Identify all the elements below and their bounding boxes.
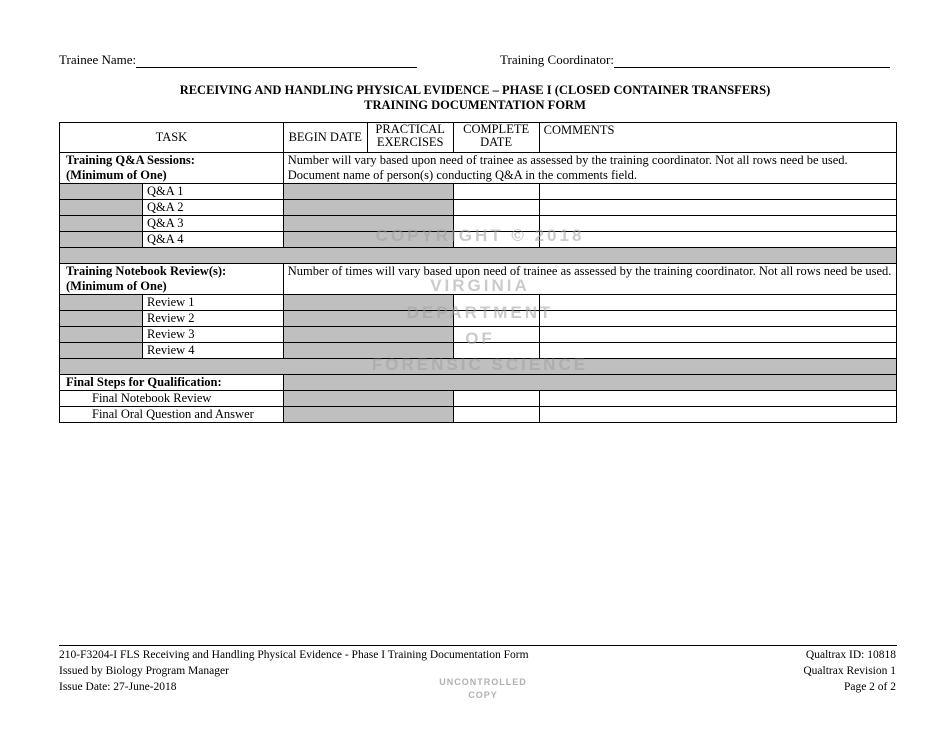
separator-cell <box>60 248 897 264</box>
final-row-label: Final Oral Question and Answer <box>60 407 284 423</box>
shaded-cell <box>60 232 142 247</box>
review-section-title-line1: Training Notebook Review(s): <box>66 264 227 278</box>
training-coordinator-label: Training Coordinator: <box>500 52 614 67</box>
qa-row-label: Q&A 3 <box>142 216 183 231</box>
complete-date-cell[interactable] <box>453 391 539 407</box>
comments-cell[interactable] <box>539 407 896 423</box>
shaded-cell <box>60 311 142 326</box>
trainee-name-label: Trainee Name: <box>59 52 137 67</box>
table-row <box>60 407 897 423</box>
section-separator-row <box>60 248 897 264</box>
qa-section-title <box>60 153 284 184</box>
comments-cell[interactable] <box>539 200 896 216</box>
footer-divider <box>59 645 897 646</box>
col-header-begin-date: BEGIN DATE <box>283 123 367 153</box>
qa-task-cell <box>60 232 284 248</box>
training-coordinator-line[interactable] <box>614 53 890 68</box>
shaded-cell <box>60 343 142 358</box>
table-row <box>60 391 897 407</box>
shaded-cell <box>60 216 142 231</box>
comments-cell[interactable] <box>539 391 896 407</box>
shaded-cell <box>60 200 142 215</box>
qa-task-cell <box>60 184 284 200</box>
review-row-label: Review 1 <box>142 295 195 310</box>
final-row-label: Final Notebook Review <box>60 391 284 407</box>
footer-page-number: Page 2 of 2 <box>843 681 896 693</box>
col-header-complete-date <box>453 123 539 153</box>
comments-cell[interactable] <box>539 184 896 200</box>
form-title-line2: TRAINING DOCUMENTATION FORM <box>364 98 586 112</box>
shaded-cell <box>60 295 142 310</box>
final-section-header-row <box>60 375 897 391</box>
training-form-table <box>59 122 897 423</box>
complete-date-cell[interactable] <box>453 407 539 423</box>
begin-practical-cell[interactable] <box>283 200 453 216</box>
uncontrolled-line2: COPY <box>468 690 498 700</box>
footer-doc-title: 210-F3204-I FLS Receiving and Handling Physical Evidence - Phase I Training Documentation Form <box>59 649 529 661</box>
col-header-complete-line1: COMPLETE <box>463 122 530 136</box>
trainee-name-field[interactable] <box>59 52 417 68</box>
review-task-cell <box>60 343 284 359</box>
qa-row-label: Q&A 4 <box>142 232 183 247</box>
qa-row-label: Q&A 2 <box>142 200 183 215</box>
shaded-cell <box>60 327 142 342</box>
col-header-complete-line2: DATE <box>480 135 513 149</box>
review-task-cell <box>60 295 284 311</box>
shaded-cell <box>60 184 142 199</box>
qa-section-title-line1: Training Q&A Sessions: <box>66 153 195 167</box>
col-header-practical-line1: PRACTICAL <box>375 122 445 136</box>
watermark-virginia: VIRGINIA <box>430 276 530 295</box>
training-coordinator-field[interactable] <box>500 52 890 68</box>
footer-right <box>803 647 896 695</box>
qa-section-title-line2: (Minimum of One) <box>66 168 167 182</box>
review-section-note: Number of times will vary based upon need of trainee as assessed by the training coordinator. Not all rows need be used. <box>283 264 896 295</box>
complete-date-cell[interactable] <box>453 184 539 200</box>
complete-date-cell[interactable] <box>453 200 539 216</box>
col-header-task: TASK <box>60 123 284 153</box>
col-header-practical-line2: EXERCISES <box>376 135 444 149</box>
table-row <box>60 200 897 216</box>
watermark-department: DEPARTMENT <box>406 303 554 322</box>
watermark-copyright: COPYRIGHT © 2018 <box>375 226 585 245</box>
review-section-title <box>60 264 284 295</box>
review-row-label: Review 4 <box>142 343 195 358</box>
review-row-label: Review 2 <box>142 311 195 326</box>
watermark-forensic-science: FORENSIC SCIENCE <box>371 355 589 374</box>
table-row <box>60 184 897 200</box>
uncontrolled-copy-stamp <box>420 676 546 702</box>
review-section-title-line2: (Minimum of One) <box>66 279 167 293</box>
final-header-shaded-cell <box>283 375 896 391</box>
begin-practical-cell[interactable] <box>283 391 453 407</box>
footer-issued-by: Issued by Biology Program Manager <box>59 665 229 677</box>
review-task-cell <box>60 327 284 343</box>
col-header-comments: COMMENTS <box>539 123 896 153</box>
begin-practical-cell[interactable] <box>283 407 453 423</box>
final-section-title: Final Steps for Qualification: <box>60 375 284 391</box>
qa-section-header-row <box>60 153 897 184</box>
footer-qualtrax-id: Qualtrax ID: 10818 <box>805 649 896 661</box>
form-title-line1: RECEIVING AND HANDLING PHYSICAL EVIDENCE – PHASE I (CLOSED CONTAINER TRANSFERS) <box>179 83 771 97</box>
begin-practical-cell[interactable] <box>283 184 453 200</box>
review-task-cell <box>60 311 284 327</box>
qa-row-label: Q&A 1 <box>142 184 183 199</box>
footer-issue-date: Issue Date: 27-June-2018 <box>59 681 177 693</box>
col-header-practical-exercises <box>367 123 453 153</box>
table-header-row <box>60 123 897 153</box>
qa-task-cell <box>60 216 284 232</box>
review-row-label: Review 3 <box>142 327 195 342</box>
watermark-of: OF <box>465 329 495 348</box>
trainee-name-line[interactable] <box>136 53 417 68</box>
uncontrolled-line1: UNCONTROLLED <box>439 677 527 687</box>
footer-qualtrax-revision: Qualtrax Revision 1 <box>803 665 896 677</box>
qa-section-note: Number will vary based upon need of trainee as assessed by the training coordinator. Not all rows need be used. Document name of person(s) conducting Q&A in the comments field. <box>283 153 896 184</box>
qa-task-cell <box>60 200 284 216</box>
